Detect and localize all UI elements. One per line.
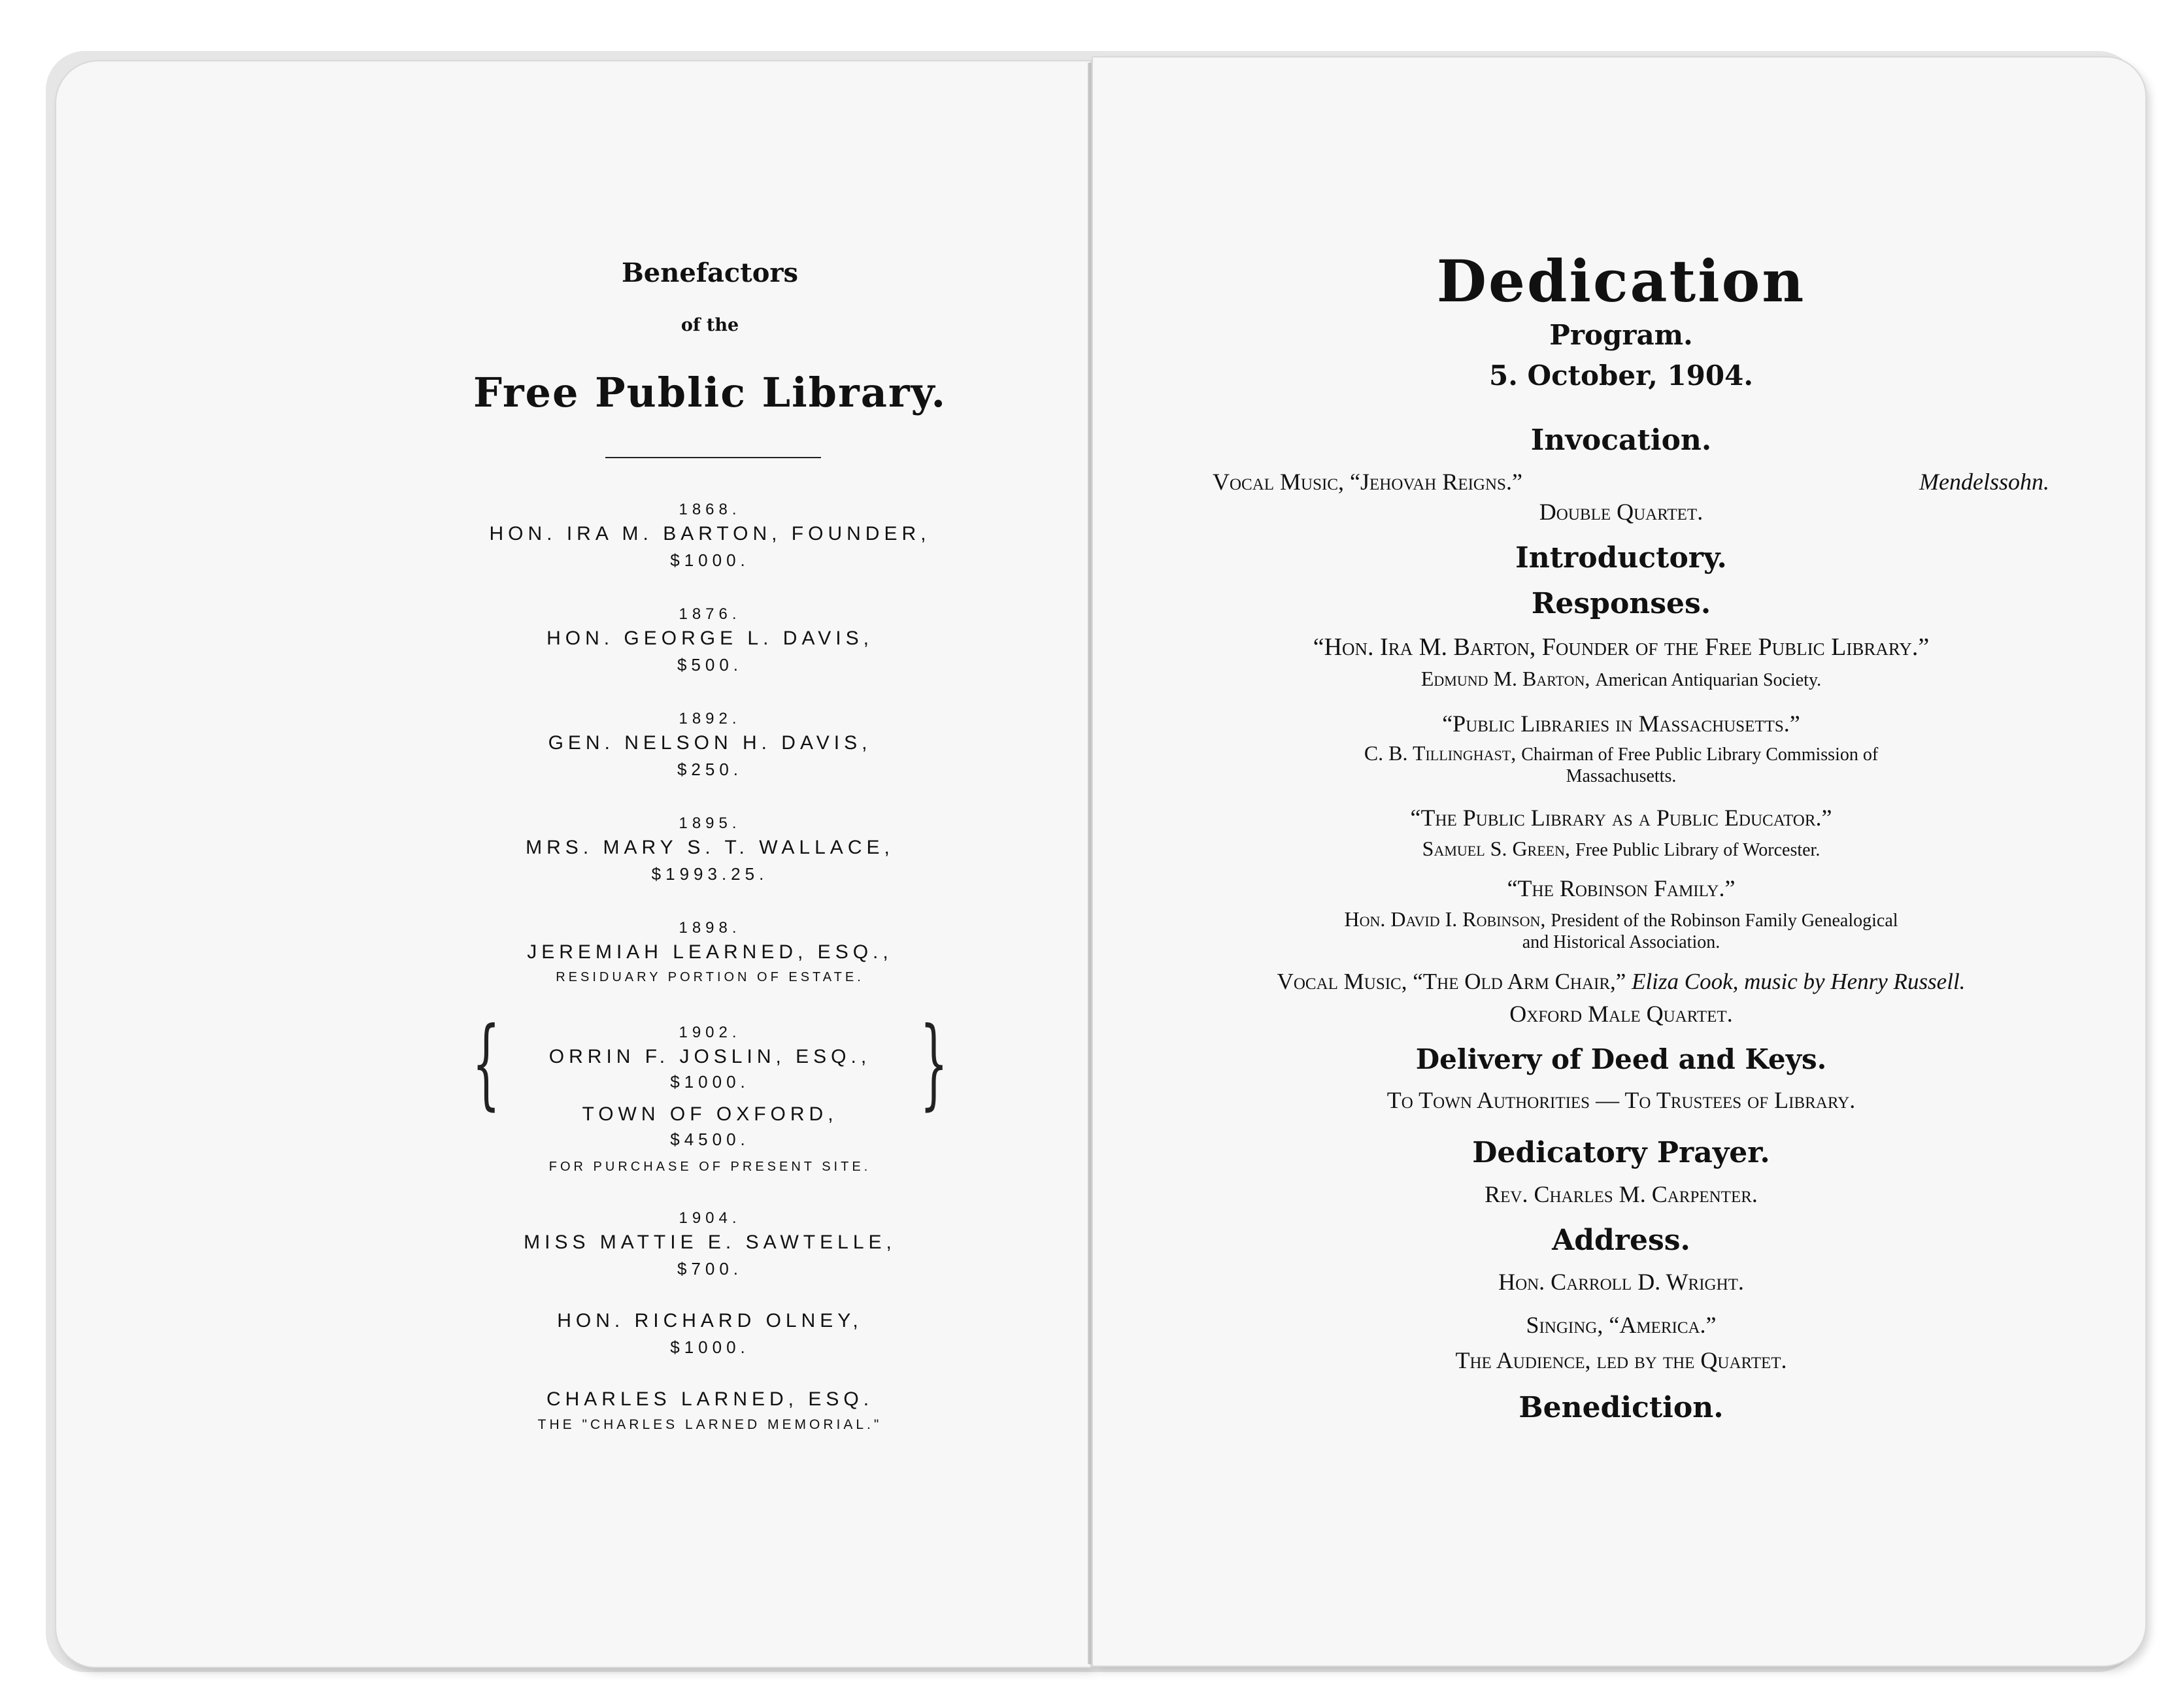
section-delivery: Delivery of Deed and Keys. [1415,1043,1827,1075]
singing-label: Singing, “America.” [1526,1312,1717,1338]
section-invocation: Invocation. [1530,424,1712,457]
response-title: “Public Libraries in Massachusetts.” [1442,711,1800,737]
entry-amount: RESIDUARY PORTION OF ESTATE. [556,970,864,984]
vocal2-credit: Eliza Cook, music by Henry Russell. [1632,969,1966,994]
entry-name: MRS. MARY S. T. WALLACE, [526,837,894,858]
program-date: 5. October, 1904. [1489,360,1753,392]
entry-amount: THE "CHARLES LARNED MEMORIAL." [537,1417,882,1432]
entry-amount-2: $4500. [670,1130,750,1149]
benefactors-column [390,61,1030,1667]
entry-name-2: TOWN OF OXFORD, [582,1103,838,1125]
section-prayer: Dedicatory Prayer. [1472,1136,1770,1169]
entry-year: 1898. [679,919,741,937]
entry-name: HON. GEORGE L. DAVIS, [546,628,873,649]
section-benediction: Benediction. [1519,1391,1724,1424]
response-affiliation: Free Public Library of Worcester. [1575,840,1821,860]
benefactors-heading: Benefactors [621,258,799,288]
entry-name: CHARLES LARNED, ESQ. [546,1388,874,1410]
response-title: “The Robinson Family.” [1507,875,1736,901]
vocal2-performer: Oxford Male Quartet. [1509,1001,1733,1027]
entry-name: ORRIN F. JOSLIN, ESQ., [548,1046,871,1067]
right-page [1093,58,2145,1666]
entry-name: HON. RICHARD OLNEY, [557,1310,863,1331]
entry-note: FOR PURCHASE OF PRESENT SITE. [548,1160,871,1174]
entry-name: HON. IRA M. BARTON, FOUNDER, [489,523,931,544]
entry-name: MISS MATTIE E. SAWTELLE, [524,1231,896,1253]
response-speaker: Samuel S. Green, [1422,837,1570,860]
singing-performer: The Audience, led by the Quartet. [1455,1347,1787,1373]
entry-year: 1892. [679,710,741,728]
response-speaker: C. B. Tillinghast, [1364,741,1517,765]
response-speaker: Edmund M. Barton, [1420,667,1590,690]
program-subtitle: Program. [1549,319,1693,351]
entry-year: 1895. [679,814,741,832]
section-address: Address. [1552,1224,1690,1257]
response-affiliation-cont: and Historical Association. [1522,932,1720,952]
right-brace: } [919,1007,948,1120]
entry-amount: $1000. [670,550,750,570]
address-speaker: Hon. Carroll D. Wright. [1498,1269,1744,1295]
response-affiliation: American Antiquarian Society. [1595,670,1822,690]
entry-year: 1868. [679,501,741,518]
entry-amount: $500. [677,655,743,675]
prayer-officiant: Rev. Charles M. Carpenter. [1485,1181,1758,1207]
left-page [56,61,1090,1667]
response-affiliation: Chairman of Free Public Library Commission of [1521,745,1879,765]
entry-amount: $1000. [670,1072,750,1092]
delivery-detail: To Town Authorities — To Trustees of Library. [1386,1087,1856,1113]
response-affiliation-cont: Massachusetts. [1566,766,1677,786]
entry-amount: $1993.25. [651,864,769,884]
program-column [1095,58,2147,1666]
library-heading: Free Public Library. [473,369,947,416]
entry-year: 1876. [679,605,741,623]
entry-amount: $1000. [670,1337,750,1357]
entry-year: 1902. [679,1024,741,1041]
heading-divider [605,457,821,458]
section-introductory: Introductory. [1515,541,1727,575]
response-affiliation: President of the Robinson Family Genealogical [1551,911,1898,931]
entry-name: JEREMIAH LEARNED, ESQ., [527,941,893,963]
entry-name: GEN. NELSON H. DAVIS, [548,732,872,754]
response-title: “Hon. Ira M. Barton, Founder of the Free Public Library.” [1313,633,1930,661]
entry-year: 1904. [679,1209,741,1227]
center-fold [1088,63,1093,1664]
left-brace: { [472,1007,501,1120]
entry-amount: $250. [677,760,743,779]
vocal1-performer: Double Quartet. [1539,499,1704,525]
vocal1-label: Vocal Music, “Jehovah Reigns.” [1213,469,1522,495]
response-title: “The Public Library as a Public Educator.” [1410,805,1832,831]
benefactors-subheading: of the [680,315,739,335]
vocal2-label: Vocal Music, “The Old Arm Chair,” [1277,969,1626,994]
vocal1-composer: Mendelssohn. [1919,469,2049,495]
response-speaker: Hon. David I. Robinson, [1344,907,1546,931]
dedication-title: Dedication [1436,247,1806,315]
section-responses: Responses. [1531,587,1711,620]
entry-amount: $700. [677,1259,743,1279]
